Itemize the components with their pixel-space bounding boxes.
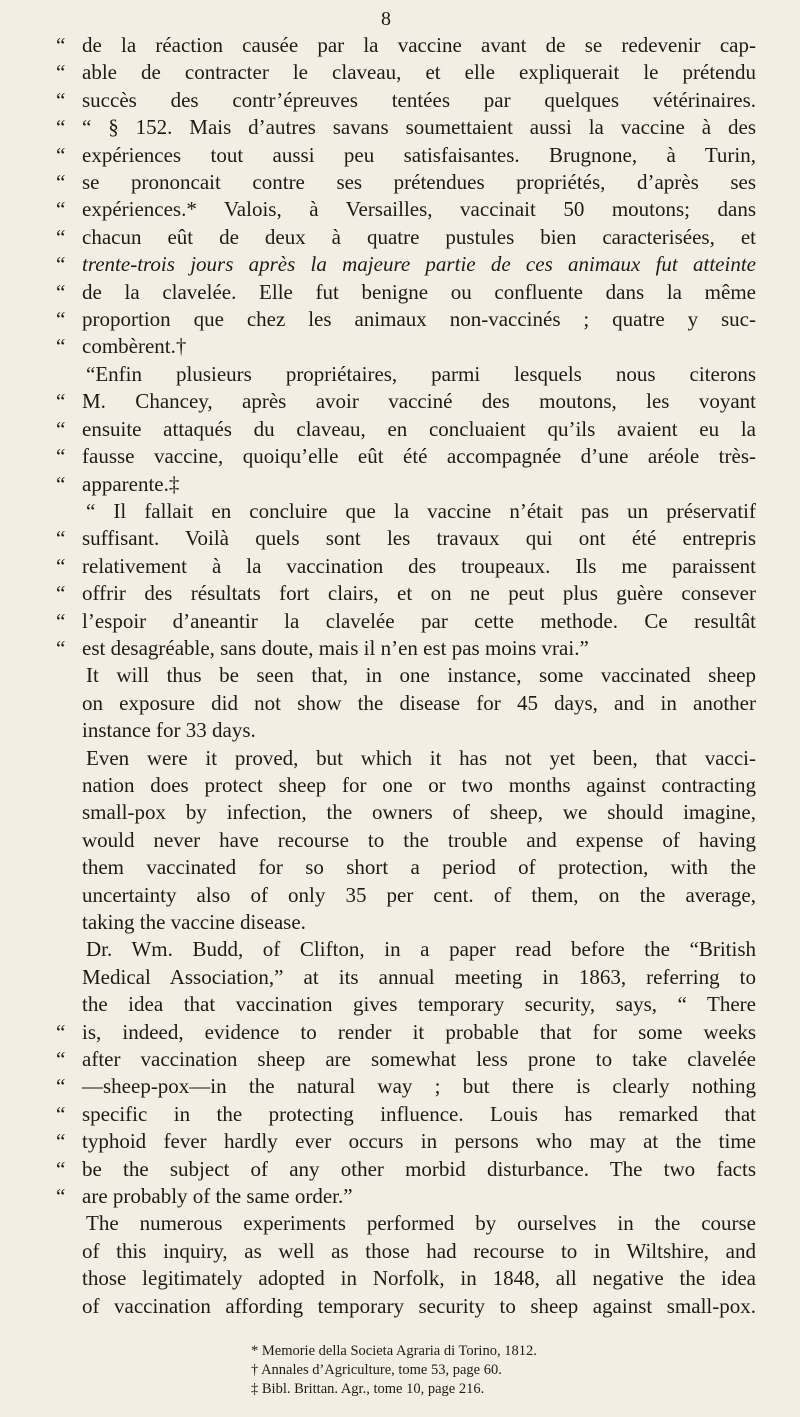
line-text: l’espoir d’aneantir la clavelée par cette methode. Ce resultât	[82, 608, 756, 633]
text-line	[56, 1019, 756, 1046]
line-text: Even were it proved, but which it has not yet been, that vacci-	[86, 745, 756, 770]
quote-mark: “	[56, 279, 66, 304]
quote-mark: “	[56, 334, 66, 359]
line-text: “ § 152. Mais d’autres savans soumettaient aussi la vaccine à des	[82, 115, 756, 140]
text-line	[56, 196, 756, 223]
quote-mark: “	[56, 224, 66, 249]
quote-mark: “	[56, 1019, 66, 1044]
line-text: relativement à la vaccination des troupeaux. Ils me paraissent	[82, 553, 756, 578]
quote-mark: “	[56, 33, 66, 57]
line-text: suffisant. Voilà quels sont les travaux qui ont été entrepris	[82, 526, 756, 551]
quote-mark: “	[56, 416, 66, 441]
line-text: “ Il fallait en concluire que la vaccine n’était pas un préservatif	[86, 498, 756, 523]
line-text: se prononcait contre ses prétendues propriétés, d’après ses	[82, 170, 756, 195]
body-text	[56, 32, 756, 1320]
line-text: taking the vaccine disease.	[82, 910, 306, 934]
line-text: would never have recourse to the trouble and expense of having	[82, 827, 756, 852]
quote-mark: “	[56, 471, 66, 496]
text-line	[56, 717, 756, 744]
line-text: trente-trois jours après la majeure partie de ces animaux fut atteinte	[82, 252, 756, 277]
quote-mark: “	[56, 87, 66, 112]
text-line	[56, 1183, 756, 1210]
text-line	[56, 306, 756, 333]
text-line	[56, 991, 756, 1018]
line-text: after vaccination sheep are somewhat less prone to take clavelée	[82, 1047, 756, 1072]
text-line	[56, 59, 756, 86]
line-text: are probably of the same order.”	[82, 1184, 353, 1209]
quote-mark: “	[56, 252, 66, 277]
text-line	[56, 580, 756, 607]
text-line	[56, 333, 756, 360]
line-text: It will thus be seen that, in one instance, some vaccinated sheep	[86, 663, 756, 688]
text-line	[56, 1265, 756, 1292]
footnotes	[56, 1342, 756, 1399]
footnote: * Memorie della Societa Agraria di Torino, 1812.	[251, 1343, 537, 1360]
quote-mark: “	[56, 170, 66, 195]
line-text: them vaccinated for so short a period of protection, with the	[82, 855, 756, 880]
text-line	[56, 388, 756, 415]
line-text: offrir des résultats fort clairs, et on ne peut plus guère consever	[82, 581, 756, 606]
line-text: apparente.‡	[82, 471, 180, 496]
text-line	[56, 1293, 756, 1320]
text-line	[56, 361, 756, 388]
text-line	[56, 690, 756, 717]
text-line	[56, 443, 756, 470]
text-line	[56, 224, 756, 251]
text-line	[56, 498, 756, 525]
line-text: specific in the protecting influence. Louis has remarked that	[82, 1101, 756, 1126]
line-text: succès des contr’épreuves tentées par quelques vétérinaires.	[82, 87, 756, 112]
line-text: combèrent.†	[82, 334, 187, 359]
line-text: small-pox by infection, the owners of sheep, we should imagine,	[82, 800, 756, 825]
quote-mark: “	[56, 60, 66, 85]
line-text: de la clavelée. Elle fut benigne ou confluente dans la même	[82, 279, 756, 304]
line-text: est desagréable, sans doute, mais il n’en est pas moins vrai.”	[82, 635, 589, 660]
text-line	[56, 936, 756, 963]
text-line	[56, 1073, 756, 1100]
text-line	[56, 169, 756, 196]
line-text: The numerous experiments performed by ourselves in the course	[86, 1211, 756, 1236]
quote-mark: “	[56, 553, 66, 578]
text-line	[56, 114, 756, 141]
quote-mark: “	[56, 1129, 66, 1154]
line-text: of vaccination affording temporary security to sheep against small-pox.	[82, 1293, 756, 1318]
text-line	[56, 964, 756, 991]
quote-mark: “	[56, 389, 66, 414]
line-text: proportion que chez les animaux non-vaccinés ; quatre y suc-	[82, 307, 756, 332]
line-text: —sheep-pox—in the natural way ; but there is clearly nothing	[82, 1074, 756, 1099]
text-line	[56, 1101, 756, 1128]
text-line	[56, 279, 756, 306]
text-line	[56, 1210, 756, 1237]
text-line	[56, 799, 756, 826]
quote-mark: “	[56, 635, 66, 660]
text-line	[56, 882, 756, 909]
text-line	[56, 635, 756, 662]
quote-mark: “	[56, 526, 66, 551]
line-text: instance for 33 days.	[82, 718, 256, 743]
line-text: is, indeed, evidence to render it probable that for some weeks	[82, 1019, 756, 1044]
quote-mark: “	[56, 444, 66, 469]
quote-mark: “	[56, 307, 66, 332]
quote-mark: “	[56, 115, 66, 140]
line-text: “Enfin plusieurs propriétaires, parmi lesquels nous citerons	[86, 361, 756, 386]
line-text: typhoid fever hardly ever occurs in persons who may at the time	[82, 1129, 756, 1154]
text-line	[56, 772, 756, 799]
line-text: chacun eût de deux à quatre pustules bien caracterisées, et	[82, 224, 756, 249]
line-text: those legitimately adopted in Norfolk, in 1848, all negative the idea	[82, 1266, 756, 1291]
text-line	[56, 854, 756, 881]
page-number: 8	[381, 8, 391, 30]
line-text: ensuite attaqués du claveau, en concluaient qu’ils avaient eu la	[82, 416, 756, 441]
quote-mark: “	[56, 1184, 66, 1209]
quote-mark: “	[56, 1156, 66, 1181]
footnote: ‡ Bibl. Brittan. Agr., tome 10, page 216.	[251, 1381, 485, 1398]
text-line	[56, 471, 756, 498]
text-line	[56, 608, 756, 635]
line-text: expériences.* Valois, à Versailles, vaccinait 50 moutons; dans	[82, 197, 756, 222]
quote-mark: “	[56, 1047, 66, 1072]
text-line	[56, 827, 756, 854]
text-line	[56, 1156, 756, 1183]
line-text: fausse vaccine, quoiqu’elle eût été accompagnée d’une aréole très-	[82, 444, 756, 469]
line-text: Dr. Wm. Budd, of Clifton, in a paper read before the “British	[86, 937, 756, 962]
line-text: M. Chancey, après avoir vacciné des moutons, les voyant	[82, 389, 756, 414]
line-text: de la réaction causée par la vaccine avant de se redevenir cap-	[82, 33, 756, 57]
text-line	[56, 1128, 756, 1155]
footnote: † Annales d’Agriculture, tome 53, page 60.	[251, 1362, 502, 1379]
quote-mark: “	[56, 581, 66, 606]
line-text: be the subject of any other morbid disturbance. The two facts	[82, 1156, 756, 1181]
line-text: nation does protect sheep for one or two months against contracting	[82, 772, 756, 797]
text-line	[56, 87, 756, 114]
line-text: on exposure did not show the disease for 45 days, and in another	[82, 690, 756, 715]
quote-mark: “	[56, 142, 66, 167]
text-line	[56, 745, 756, 772]
line-text: Medical Association,” at its annual meeting in 1863, referring to	[82, 964, 756, 989]
text-line	[56, 553, 756, 580]
text-line	[56, 1046, 756, 1073]
quote-mark: “	[56, 197, 66, 222]
line-text: uncertainty also of only 35 per cent. of them, on the average,	[82, 882, 756, 907]
line-text: the idea that vaccination gives temporary security, says, “ There	[82, 992, 756, 1017]
line-text: of this inquiry, as well as those had recourse to in Wiltshire, and	[82, 1238, 756, 1263]
line-text: expériences tout aussi peu satisfaisantes. Brugnone, à Turin,	[82, 142, 756, 167]
text-line	[56, 525, 756, 552]
text-line	[56, 416, 756, 443]
quote-mark: “	[56, 1101, 66, 1126]
quote-mark: “	[56, 1074, 66, 1099]
text-line	[56, 1238, 756, 1265]
text-line	[56, 251, 756, 278]
line-text: able de contracter le claveau, et elle expliquerait le prétendu	[82, 60, 756, 85]
quote-mark: “	[56, 608, 66, 633]
text-line	[56, 142, 756, 169]
text-line	[56, 909, 756, 936]
text-line	[56, 32, 756, 59]
text-line	[56, 662, 756, 689]
